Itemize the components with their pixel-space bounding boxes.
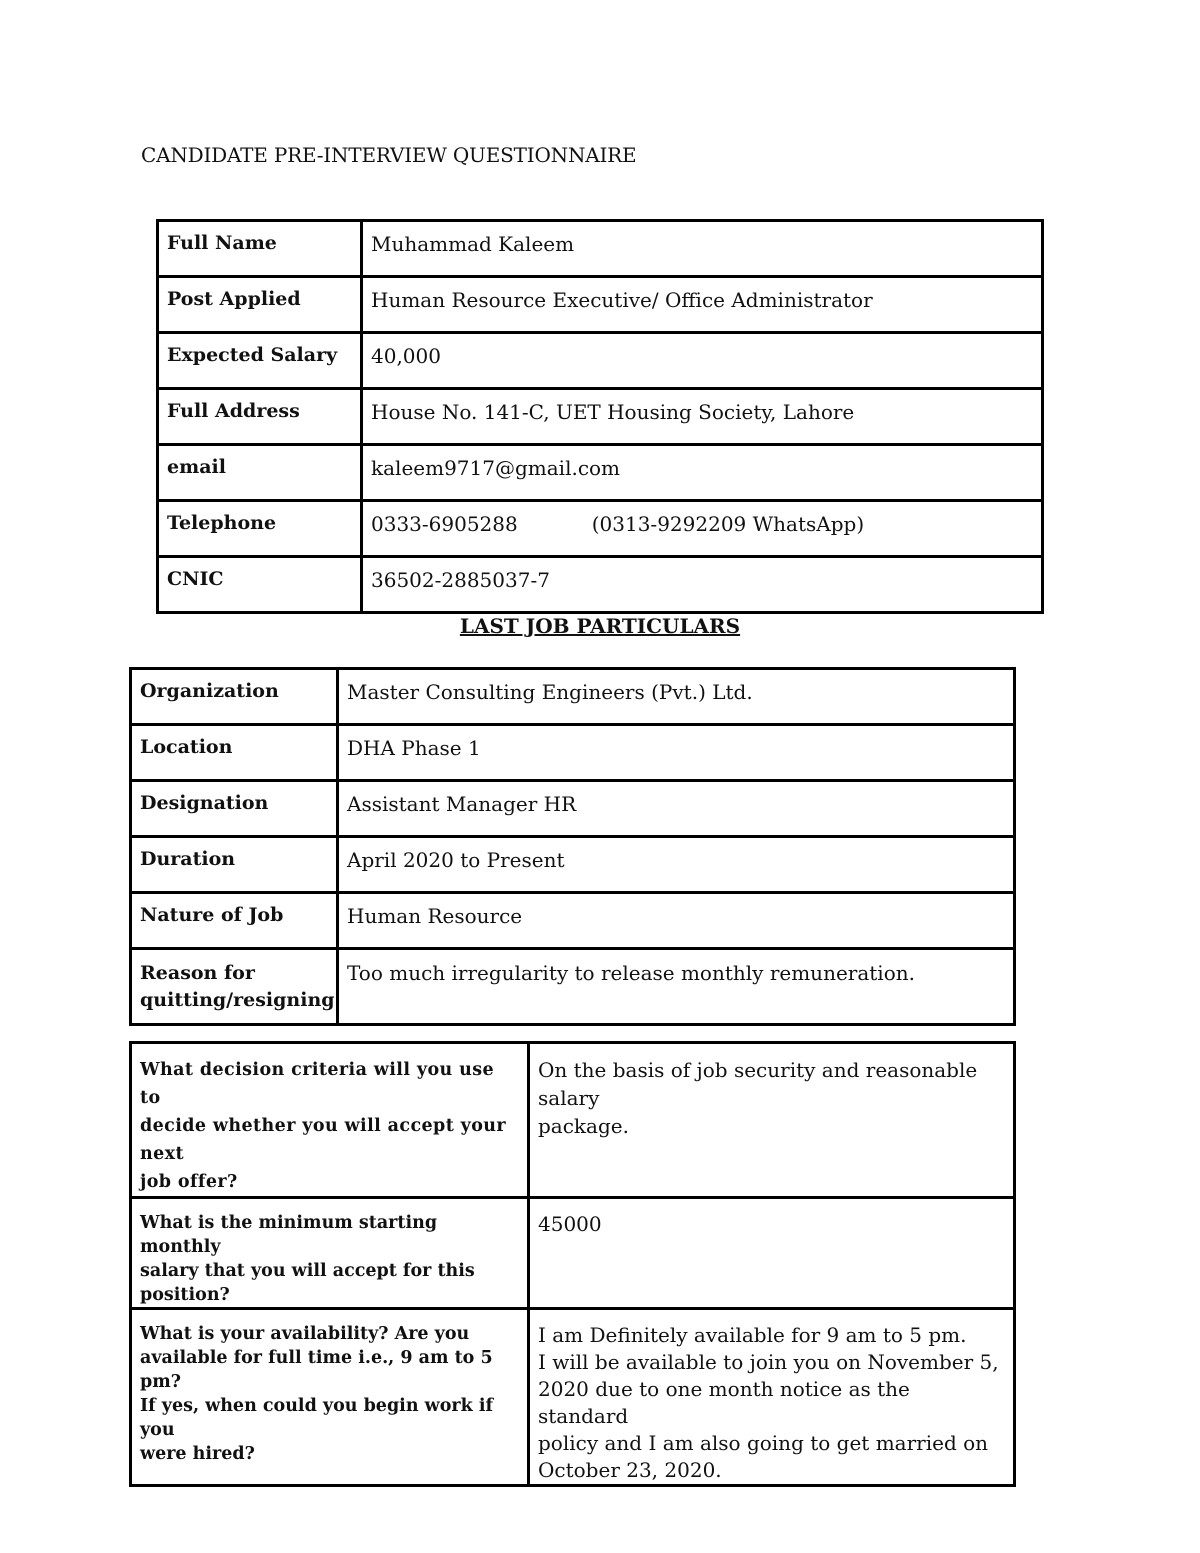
question-line: were hired?	[140, 1444, 255, 1464]
answer-line: 2020 due to one month notice as the standard	[538, 1377, 910, 1428]
question-line: position?	[140, 1285, 230, 1305]
label-line: quitting/resigning	[140, 989, 335, 1011]
table-row	[158, 333, 1043, 389]
question-cell	[131, 1198, 529, 1309]
table-row	[131, 669, 1015, 725]
table-row	[131, 837, 1015, 893]
question-line: What is the minimum starting monthly	[140, 1213, 438, 1257]
answer-line: I am Definitely available for 9 am to 5 pm.	[538, 1323, 967, 1347]
answer-line: package.	[538, 1114, 629, 1138]
designation-value: Assistant Manager HR	[338, 781, 1015, 837]
field-label: Designation	[131, 781, 338, 837]
field-label: Location	[131, 725, 338, 781]
document-title: CANDIDATE PRE-INTERVIEW QUESTIONNAIRE	[141, 143, 637, 167]
answer-line: On the basis of job security and reasonable salary	[538, 1058, 978, 1110]
answer-line: October 23, 2020.	[538, 1458, 722, 1482]
question-cell	[131, 1309, 529, 1486]
table-row	[131, 725, 1015, 781]
question-line: What is your availability? Are you	[140, 1324, 470, 1344]
last-job-heading: LAST JOB PARTICULARS	[459, 614, 741, 638]
table-row	[131, 893, 1015, 949]
table-row	[158, 557, 1043, 613]
table-row	[131, 1309, 1015, 1486]
answer-cell	[529, 1309, 1015, 1486]
field-label	[131, 949, 338, 1025]
table-row	[131, 781, 1015, 837]
telephone-primary: 0333-6905288	[371, 512, 518, 536]
full-address-value: House No. 141-C, UET Housing Society, Lahore	[362, 389, 1043, 445]
field-label: email	[158, 445, 362, 501]
field-label: Nature of Job	[131, 893, 338, 949]
answer-cell	[529, 1043, 1015, 1198]
question-line: If yes, when could you begin work if you	[140, 1396, 493, 1440]
field-label: Telephone	[158, 501, 362, 557]
email-value: kaleem9717@gmail.com	[362, 445, 1043, 501]
field-label: Full Name	[158, 221, 362, 277]
telephone-whatsapp: (0313-9292209 WhatsApp)	[591, 512, 865, 536]
field-label: CNIC	[158, 557, 362, 613]
cnic-value: 36502-2885037-7	[362, 557, 1043, 613]
answer-cell	[529, 1198, 1015, 1309]
personal-info-table	[156, 219, 1044, 614]
last-job-table	[129, 667, 1016, 1026]
table-row	[158, 389, 1043, 445]
answer-line: 45000	[538, 1212, 602, 1236]
duration-value: April 2020 to Present	[338, 837, 1015, 893]
table-row	[131, 1043, 1015, 1198]
table-row	[131, 949, 1015, 1025]
expected-salary-value: 40,000	[362, 333, 1043, 389]
question-line: What decision criteria will you use to	[140, 1060, 495, 1108]
nature-of-job-value: Human Resource	[338, 893, 1015, 949]
table-row	[131, 1198, 1015, 1309]
questions-table	[129, 1041, 1016, 1487]
answer-line: policy and I am also going to get married on	[538, 1431, 989, 1455]
reason-for-quitting-value: Too much irregularity to release monthly remuneration.	[338, 949, 1015, 1025]
full-name-value: Muhammad Kaleem	[362, 221, 1043, 277]
field-label: Organization	[131, 669, 338, 725]
field-label: Full Address	[158, 389, 362, 445]
question-line: job offer?	[140, 1172, 238, 1192]
telephone-value	[362, 501, 1043, 557]
post-applied-value: Human Resource Executive/ Office Administrator	[362, 277, 1043, 333]
question-cell	[131, 1043, 529, 1198]
organization-value: Master Consulting Engineers (Pvt.) Ltd.	[338, 669, 1015, 725]
question-line: available for full time i.e., 9 am to 5 pm?	[140, 1348, 493, 1392]
table-row	[158, 277, 1043, 333]
question-line: salary that you will accept for this	[140, 1261, 475, 1281]
field-label: Expected Salary	[158, 333, 362, 389]
location-value: DHA Phase 1	[338, 725, 1015, 781]
table-row	[158, 501, 1043, 557]
question-line: decide whether you will accept your next	[140, 1116, 507, 1164]
label-line: Reason for	[140, 962, 255, 984]
field-label: Duration	[131, 837, 338, 893]
table-row	[158, 445, 1043, 501]
answer-line: I will be available to join you on November 5,	[538, 1350, 999, 1374]
field-label: Post Applied	[158, 277, 362, 333]
table-row	[158, 221, 1043, 277]
